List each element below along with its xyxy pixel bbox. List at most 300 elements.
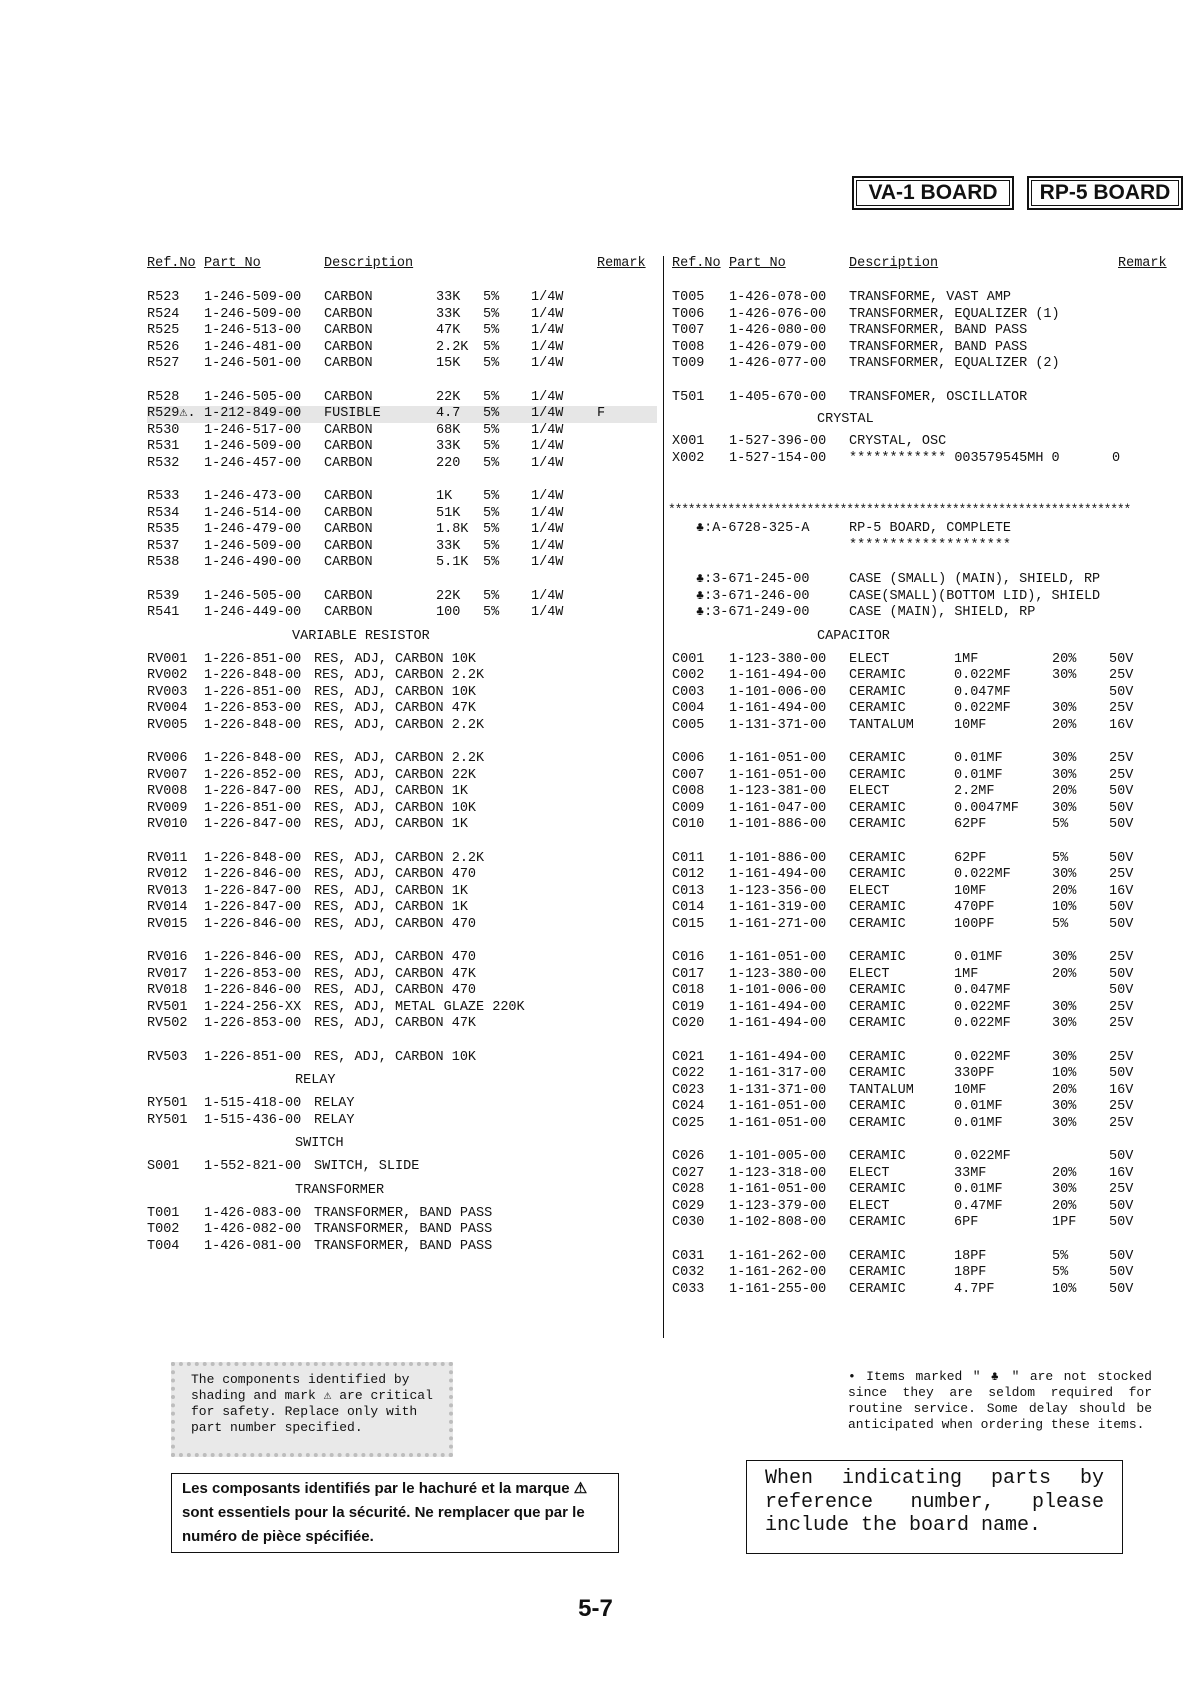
cell: R541 (147, 605, 180, 620)
cell: 1-212-849-00 (204, 406, 302, 421)
cell: CERAMIC (849, 1016, 906, 1031)
cell: ♣:A-6728-325-A (696, 521, 810, 536)
cell: 5% (483, 505, 500, 521)
transformer-row (672, 290, 1172, 307)
cell: 1K (436, 489, 453, 504)
cell: 33K (436, 290, 461, 305)
cell: RV007 (147, 767, 188, 783)
resistor-row (147, 522, 657, 539)
cell: R527 (147, 356, 180, 371)
cell: RV013 (147, 883, 188, 899)
cell: C019 (672, 999, 705, 1015)
cell: CERAMIC (849, 1215, 906, 1230)
header-remark: Remark (597, 256, 646, 271)
cell: CARBON (324, 605, 373, 620)
cell: RV502 (147, 1016, 188, 1031)
cell: 25V (1109, 1049, 1134, 1065)
cell: 1-161-047-00 (729, 800, 827, 816)
rp5-board-label: RP-5 BOARD (1027, 176, 1183, 210)
resistor-row (147, 456, 657, 473)
transformer-row (672, 307, 1172, 324)
cell: 5% (483, 489, 500, 504)
cell: T501 (672, 389, 705, 405)
transformer-row (147, 1206, 657, 1223)
cell: RP-5 BOARD, COMPLETE (849, 521, 1012, 536)
cell: TRANSFORMER, BAND PASS (314, 1205, 493, 1221)
cell: T001 (147, 1205, 180, 1221)
capacitor-row (672, 950, 1172, 967)
cell: C015 (672, 916, 705, 932)
cell: RV009 (147, 800, 188, 816)
cell: R532 (147, 455, 180, 471)
transformer-row (672, 340, 1172, 357)
cell: 1/4W (531, 555, 564, 570)
cell: CERAMIC (849, 767, 906, 783)
variable-resistor-row (147, 1016, 657, 1033)
capacitor-row (672, 768, 1172, 785)
transformer-row (147, 1239, 657, 1256)
cell: 6PF (954, 1215, 979, 1230)
cell: ******************** (849, 537, 1012, 553)
cell: 50V (1109, 817, 1134, 832)
cell: 16V (1109, 883, 1134, 899)
cell: CARBON (324, 290, 373, 305)
relay-list (147, 1096, 657, 1129)
cell: CERAMIC (849, 1066, 906, 1081)
resistor-row (147, 307, 657, 324)
cell: 1-161-051-00 (729, 1099, 827, 1114)
safety-note-french: Les composants identifiés par le hachuré et la marque ⚠ sont essentiels pour la sécurité. Ne remplacer que par le numéro de pièce spécifiée. (171, 1473, 619, 1553)
left-parts-column (147, 256, 657, 1255)
capacitor-row (672, 1149, 1172, 1166)
cell: C001 (672, 651, 705, 667)
cell: TRANSFORMER, EQUALIZER (1) (849, 306, 1060, 322)
cell: C029 (672, 1198, 705, 1214)
cell: C025 (672, 1115, 705, 1131)
cell: CRYSTAL, OSC (849, 434, 947, 449)
cell: ************ 003579545MH 0 (849, 450, 1060, 466)
cell: 1-161-494-00 (729, 701, 827, 716)
cell: 1/4W (531, 306, 564, 322)
cell: C028 (672, 1182, 705, 1197)
cell: 1-101-006-00 (729, 983, 827, 998)
variable-resistor-row (147, 884, 657, 901)
case-row (672, 605, 1172, 622)
cell: ♣:3-671-245-00 (696, 572, 810, 587)
cell: C030 (672, 1215, 705, 1230)
cell: 0.047MF (954, 684, 1011, 700)
cell: T006 (672, 306, 705, 322)
header-part-no: Part No (729, 256, 786, 271)
variable-resistor-row (147, 867, 657, 884)
cell: RV012 (147, 867, 188, 882)
cell: 50V (1109, 1281, 1134, 1297)
resistor-row (147, 390, 657, 407)
variable-resistor-row (147, 851, 657, 868)
cell: CERAMIC (849, 800, 906, 816)
cell: 5% (483, 605, 500, 620)
cell: 1-161-262-00 (729, 1248, 827, 1264)
cell: 1/4W (531, 422, 564, 438)
cell: RV001 (147, 651, 188, 667)
cell: 1-131-371-00 (729, 1082, 827, 1098)
cell: 25V (1109, 1182, 1134, 1197)
cell: 1-224-256-XX (204, 999, 302, 1015)
cell: 33K (436, 439, 461, 454)
cell: 1-527-396-00 (729, 434, 827, 449)
cell: RV008 (147, 784, 188, 799)
cell: 1-246-505-00 (204, 588, 302, 604)
cell: CARBON (324, 389, 373, 405)
case-row (672, 572, 1172, 589)
cell: 25V (1109, 751, 1134, 766)
cell: 1-527-154-00 (729, 450, 827, 466)
cell: CARBON (324, 505, 373, 521)
cell: 16V (1109, 717, 1134, 733)
cell: 33K (436, 538, 461, 554)
cell: 1-161-262-00 (729, 1265, 827, 1280)
cell: 50V (1109, 651, 1134, 667)
cell: 20% (1052, 1082, 1077, 1098)
cell: RY501 (147, 1112, 188, 1128)
capacitor-row (672, 668, 1172, 685)
cell: CERAMIC (849, 684, 906, 700)
cell: CERAMIC (849, 900, 906, 915)
cell: 5% (1052, 817, 1069, 832)
cell: CARBON (324, 422, 373, 438)
cell: ELECT (849, 1198, 890, 1214)
variable-resistor-row (147, 1050, 657, 1067)
cell: CERAMIC (849, 1049, 906, 1065)
cell: R526 (147, 339, 180, 355)
cell: 1-515-418-00 (204, 1096, 302, 1111)
capacitor-row (672, 751, 1172, 768)
cell: 1-226-846-00 (204, 916, 302, 932)
cell: 1/4W (531, 522, 564, 537)
cell: 1-161-051-00 (729, 751, 827, 766)
cell: 30% (1052, 701, 1077, 716)
cell: 10MF (954, 1082, 987, 1098)
cell: 25V (1109, 1099, 1134, 1114)
cell: C020 (672, 1016, 705, 1031)
cell: 1-101-886-00 (729, 817, 827, 832)
capacitor-row (672, 1000, 1172, 1017)
capacitor-row (672, 1182, 1172, 1199)
cell: CARBON (324, 588, 373, 604)
resistor-row (147, 323, 657, 340)
cell: ♣:3-671-249-00 (696, 605, 810, 620)
cell: CERAMIC (849, 983, 906, 998)
page-number: 5-7 (578, 1595, 613, 1622)
cell: T008 (672, 339, 705, 355)
cell: RES, ADJ, METAL GLAZE 220K (314, 999, 525, 1015)
capacitor-row (672, 1016, 1172, 1033)
cell: CASE (MAIN), SHIELD, RP (849, 605, 1036, 620)
cell: 1-123-318-00 (729, 1165, 827, 1181)
cell: CARBON (324, 522, 373, 537)
transformer-row (672, 323, 1172, 340)
cell: TANTALUM (849, 1082, 914, 1098)
cell: 1-101-006-00 (729, 684, 827, 700)
cell: 1-226-846-00 (204, 867, 302, 882)
cell: ELECT (849, 883, 890, 899)
cell: 220 (436, 455, 461, 471)
variable-resistor-row (147, 900, 657, 917)
cell: 20% (1052, 883, 1077, 899)
cell: 50V (1109, 1198, 1134, 1214)
capacitor-row (672, 1050, 1172, 1067)
cell: C018 (672, 983, 705, 998)
cell: 1-515-436-00 (204, 1112, 302, 1128)
transformer-list (147, 1206, 657, 1256)
header-description: Description (324, 256, 414, 271)
cell: 1-226-847-00 (204, 784, 302, 799)
cell: C026 (672, 1149, 705, 1164)
capacitor-row (672, 652, 1172, 669)
board-name-note: When indicating parts by reference number, please include the board name. (746, 1460, 1123, 1554)
cell: 1-246-490-00 (204, 555, 302, 570)
cell: RV017 (147, 966, 188, 982)
cell: 50V (1109, 1149, 1134, 1164)
resistor-row (147, 406, 657, 423)
cell: 1-226-851-00 (204, 1049, 302, 1065)
cell: CERAMIC (849, 950, 906, 965)
cell: C032 (672, 1265, 705, 1280)
complete-board-row (672, 521, 1172, 538)
cell: CERAMIC (849, 916, 906, 932)
resistor-row (147, 555, 657, 572)
cell: RES, ADJ, CARBON 10K (314, 684, 477, 700)
capacitor-list (672, 652, 1172, 1299)
cell: 20% (1052, 1165, 1077, 1181)
cell: 1-405-670-00 (729, 389, 827, 405)
cell: RES, ADJ, CARBON 2.2K (314, 850, 485, 866)
cell: 0.022MF (954, 668, 1011, 683)
cell: 1-246-481-00 (204, 339, 302, 355)
transformer-row (147, 1222, 657, 1239)
cell: CASE (SMALL) (MAIN), SHIELD, RP (849, 572, 1101, 587)
cell: 2.2K (436, 339, 469, 355)
cell: 1-226-851-00 (204, 651, 302, 667)
cell: 51K (436, 505, 461, 521)
cell: CARBON (324, 439, 373, 454)
cell: T004 (147, 1238, 180, 1254)
cell: 1/4W (531, 323, 564, 338)
cell: 5% (483, 356, 500, 371)
cell: 5% (483, 439, 500, 454)
cell: 5% (483, 290, 500, 305)
cell: 25V (1109, 999, 1134, 1015)
cell: 50V (1109, 850, 1134, 866)
cell: 25V (1109, 668, 1134, 683)
resistor-row (147, 605, 657, 622)
cell: 50V (1109, 784, 1134, 799)
cell: RES, ADJ, CARBON 22K (314, 767, 477, 783)
cell: RV006 (147, 751, 188, 766)
cell: 1-226-846-00 (204, 950, 302, 965)
cell: 1-246-509-00 (204, 290, 302, 305)
cell: 30% (1052, 751, 1077, 766)
cell: C014 (672, 900, 705, 915)
resistor-row (147, 439, 657, 456)
cell: 0.0047MF (954, 800, 1019, 816)
cell: RES, ADJ, CARBON 1K (314, 817, 468, 832)
cell: 20% (1052, 784, 1077, 799)
stock-note: • Items marked " ♣ " are not stocked since they are seldom required for routine service. Some delay should be anticipated when ordering these items. (848, 1369, 1152, 1432)
section-capacitor: CAPACITOR (817, 628, 890, 644)
cell: RV002 (147, 668, 188, 683)
cell: CERAMIC (849, 751, 906, 766)
cell: R524 (147, 306, 180, 322)
cell: FUSIBLE (324, 406, 381, 421)
cell: 1-246-505-00 (204, 389, 302, 405)
cell: 50V (1109, 1215, 1134, 1230)
cell: CERAMIC (849, 1099, 906, 1114)
cell: TRANSFOMER, OSCILLATOR (849, 389, 1028, 405)
cell: 33MF (954, 1165, 987, 1181)
oscillator-list (672, 390, 1172, 407)
cell: F (597, 406, 606, 421)
cell: 20% (1052, 1198, 1077, 1214)
capacitor-row (672, 1215, 1172, 1232)
cell: C012 (672, 867, 705, 882)
cell: 1-161-051-00 (729, 767, 827, 783)
resistor-row (147, 423, 657, 440)
cell: 5% (483, 339, 500, 355)
cell: C016 (672, 950, 705, 965)
cell: 0.01MF (954, 1099, 1003, 1114)
resistor-row (147, 340, 657, 357)
cell: ♣:3-671-246-00 (696, 588, 810, 604)
cell: 20% (1052, 717, 1077, 733)
cell: 1-246-479-00 (204, 522, 302, 537)
cell: 1-426-078-00 (729, 290, 827, 305)
variable-resistor-row (147, 801, 657, 818)
cell: RES, ADJ, CARBON 10K (314, 1049, 477, 1065)
va1-board-label: VA-1 BOARD (852, 176, 1014, 210)
cell: CERAMIC (849, 1115, 906, 1131)
capacitor-row (672, 685, 1172, 702)
cell: CARBON (324, 306, 373, 322)
cell: 25V (1109, 1115, 1134, 1131)
transformer-list-rp (672, 290, 1172, 373)
cell: 50V (1109, 916, 1134, 932)
cell: 1-161-319-00 (729, 900, 827, 915)
cell: 0.01MF (954, 751, 1003, 766)
cell: ELECT (849, 966, 890, 982)
cell: 1-123-380-00 (729, 651, 827, 667)
cell: C031 (672, 1248, 705, 1264)
right-parts-column (672, 256, 1172, 1298)
cell: C024 (672, 1099, 705, 1114)
cell: RV016 (147, 950, 188, 965)
cell: RES, ADJ, CARBON 47K (314, 1016, 477, 1031)
cell: 10% (1052, 1281, 1077, 1297)
cell: 16V (1109, 1082, 1134, 1098)
cell: 1-426-080-00 (729, 323, 827, 338)
cell: 1-161-271-00 (729, 916, 827, 932)
cell: CARBON (324, 455, 373, 471)
cell: 1MF (954, 651, 979, 667)
cell: R530 (147, 422, 180, 438)
cell: 0.022MF (954, 999, 1011, 1015)
cell: 5% (1052, 1248, 1069, 1264)
cell: R531 (147, 439, 180, 454)
switch-list (147, 1159, 657, 1176)
cell: R537 (147, 538, 180, 554)
cell: 20% (1052, 966, 1077, 982)
cell: 1-161-494-00 (729, 867, 827, 882)
cell: 1-226-848-00 (204, 717, 302, 733)
cell: CERAMIC (849, 1248, 906, 1264)
cell: 25V (1109, 767, 1134, 783)
cell: 1/4W (531, 339, 564, 355)
capacitor-row (672, 1066, 1172, 1083)
cell: 50V (1109, 1265, 1134, 1280)
cell: 20% (1052, 651, 1077, 667)
complete-board-stars (672, 538, 1172, 555)
cell: CERAMIC (849, 867, 906, 882)
cell: CARBON (324, 555, 373, 570)
cell: T005 (672, 290, 705, 305)
cell: 0.047MF (954, 983, 1011, 998)
cell: 33K (436, 306, 461, 322)
header-part-no: Part No (204, 256, 261, 271)
cell: C011 (672, 850, 705, 866)
cell: RV005 (147, 717, 188, 733)
cell: T002 (147, 1222, 180, 1237)
cell: TRANSFORMER, BAND PASS (314, 1238, 493, 1254)
cell: 16V (1109, 1165, 1134, 1181)
oscillator-row (672, 390, 1172, 407)
capacitor-row (672, 718, 1172, 735)
resistor-list (147, 290, 657, 622)
section-crystal: CRYSTAL (817, 412, 874, 427)
cell: 0.01MF (954, 1115, 1003, 1131)
cell: 50V (1109, 966, 1134, 982)
case-list (672, 572, 1172, 622)
capacitor-row (672, 1199, 1172, 1216)
cell: 1PF (1052, 1215, 1077, 1230)
cell: 1-161-494-00 (729, 1049, 827, 1065)
header-remark: Remark (1118, 256, 1167, 271)
cell: 4.7 (436, 406, 461, 421)
capacitor-row (672, 867, 1172, 884)
cell: 100 (436, 605, 461, 620)
cell: 1/4W (531, 290, 564, 305)
cell: 0.01MF (954, 1182, 1003, 1197)
cell: 1-123-381-00 (729, 784, 827, 799)
variable-resistor-row (147, 718, 657, 735)
cell: 10% (1052, 900, 1077, 915)
capacitor-row (672, 917, 1172, 934)
resistor-row (147, 506, 657, 523)
cell: 1-161-494-00 (729, 668, 827, 683)
cell: 0 (1112, 450, 1121, 466)
cell: 30% (1052, 800, 1077, 816)
cell: 30% (1052, 767, 1077, 783)
cell: 1-246-457-00 (204, 455, 302, 471)
cell: RES, ADJ, CARBON 470 (314, 950, 477, 965)
cell: 18PF (954, 1248, 987, 1264)
variable-resistor-row (147, 817, 657, 834)
cell: C005 (672, 717, 705, 733)
cell: RES, ADJ, CARBON 470 (314, 983, 477, 998)
variable-resistor-row (147, 652, 657, 669)
cell: RES, ADJ, CARBON 2.2K (314, 668, 485, 683)
cell: 5% (483, 406, 500, 421)
cell: CERAMIC (849, 668, 906, 683)
